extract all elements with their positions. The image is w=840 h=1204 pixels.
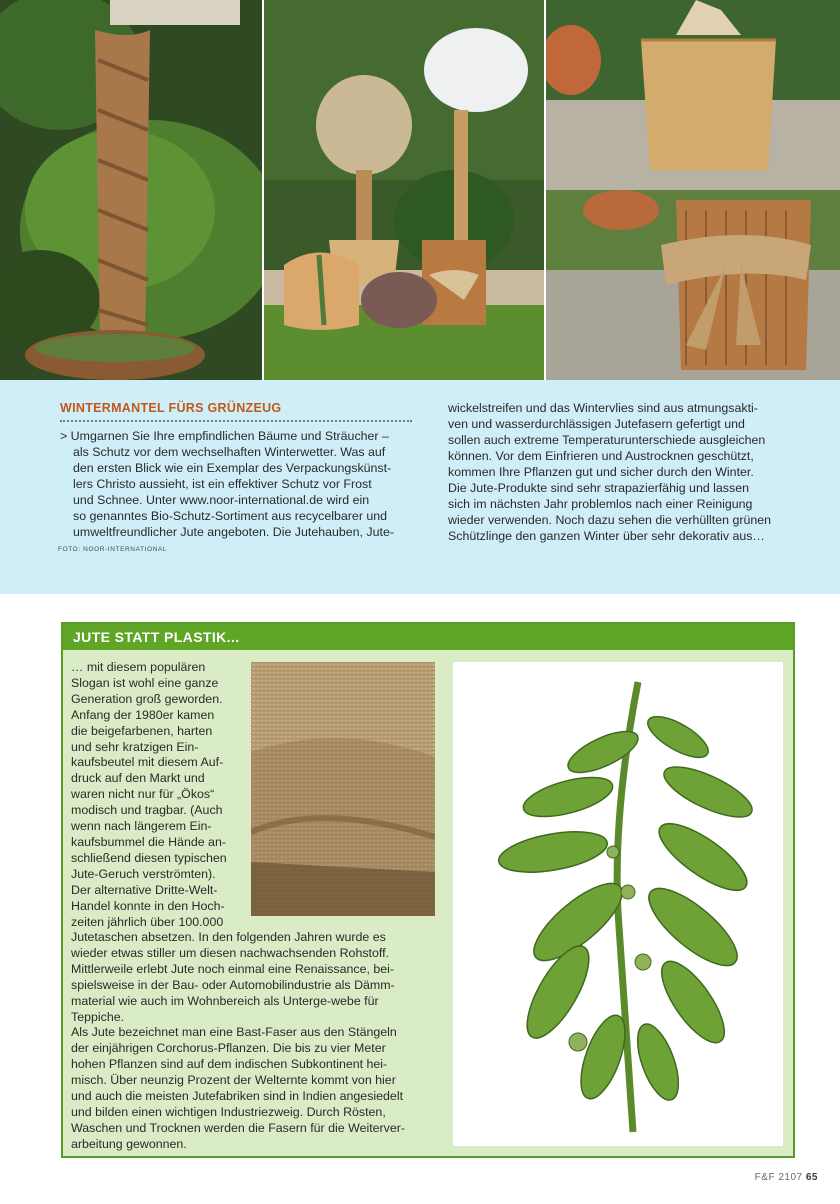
box-line: wieder etwas stiller um diesen nachwachsenden Rohstoff.	[71, 945, 389, 960]
box-line: Slogan ist wohl eine ganze	[71, 675, 219, 690]
box-line: kaufsbeutel mit diesem Auf-	[71, 755, 224, 770]
box-line: modisch und tragbar. (Auch	[71, 803, 223, 818]
box-line: spielsweise in der Bau- oder Automobilindustrie als Dämm-	[71, 977, 395, 992]
photo-jute-hoods	[264, 0, 544, 380]
info-band	[0, 380, 840, 594]
jute-plant-illustration	[453, 662, 783, 1146]
info-column-left	[60, 400, 420, 540]
info-line: wieder verwenden. Noch dazu sehen die verhüllten grünen	[448, 513, 772, 527]
box-line: Handel konnte in den Hoch-	[71, 898, 225, 913]
info-column-right	[448, 400, 808, 544]
box-line: Der alternative Dritte-Welt-	[71, 882, 218, 897]
box-line: misch. Über neunzig Prozent der Welternte kommt von hier	[71, 1073, 396, 1088]
info-line: als Schutz vor dem wechselhaften Winterwetter. Was auf	[73, 445, 386, 459]
box-line: zeiten jährlich über 100.000	[71, 914, 224, 929]
box-line: die beigefarbenen, harten	[71, 723, 213, 738]
box-line: material wie auch im Wohnbereich als Unterge-webe für	[71, 993, 379, 1008]
box-line: Als Jute bezeichnet man eine Bast-Faser aus den Stängeln	[71, 1025, 397, 1040]
box-line: kaufsbummel die Hände an-	[71, 834, 226, 849]
info-line: können. Vor dem Einfrieren und Austrocknen geschützt,	[448, 449, 754, 463]
jute-info-box	[61, 622, 795, 1158]
box-line: … mit diesem populären	[71, 660, 206, 674]
info-line: ven und wasserdurchlässigen Jutefasern gefertigt und	[448, 417, 745, 431]
photo-reed-wraps	[546, 0, 840, 380]
info-line: lers Christo aussieht, ist ein effektiver Schutz vor Frost	[73, 477, 372, 491]
box-line: Mittlerweile erlebt Jute noch einmal eine Renaissance, bei-	[71, 961, 395, 976]
box-text-wide	[71, 930, 451, 1153]
box-line: druck auf den Markt und	[71, 771, 205, 786]
box-text-narrow	[71, 660, 251, 930]
box-line: waren nicht nur für „Ökos“	[71, 787, 215, 802]
issue-label: F&F 2107	[754, 1172, 803, 1183]
box-header	[63, 624, 793, 650]
box-line: wenn nach längerem Ein-	[71, 819, 212, 834]
info-line: so genanntes Bio-Schutz-Sortiment aus recycelbarer und	[73, 509, 388, 523]
info-line: den ersten Blick wie ein Exemplar des Verpackungskünst-	[73, 461, 392, 475]
box-line: arbeitung gewonnen.	[71, 1136, 187, 1151]
box-line: hohen Pflanzen sind auf dem indischen Subkontinent hei-	[71, 1057, 388, 1072]
info-line: Schützlinge den ganzen Winter über sehr dekorativ aus…	[448, 529, 765, 543]
box-line: Anfang der 1980er kamen	[71, 707, 215, 722]
info-line: sollen auch extreme Temperaturunterschiede ausgleichen	[448, 433, 766, 447]
jute-fabric-photo	[251, 662, 435, 916]
page-folio	[755, 1172, 818, 1183]
info-line: Die Jute-Produkte sind sehr strapazierfähig und lassen	[448, 481, 749, 495]
info-line: und Schnee. Unter www.noor-international.de wird ein	[73, 493, 370, 507]
box-line: Jute-Geruch verströmten).	[71, 866, 216, 881]
box-line: schließend diesen typischen	[71, 850, 227, 865]
dotted-divider	[60, 420, 412, 422]
info-line: wickelstreifen und das Wintervlies sind aus atmungsakti-	[448, 401, 758, 415]
info-line: umweltfreundlicher Jute angeboten. Die Jutehauben, Jute-	[73, 525, 394, 539]
box-line: und auch die meisten Jutefabriken sind in Indien angesiedelt	[71, 1089, 404, 1104]
info-headline: WINTERMANTEL FÜRS GRÜNZEUG	[60, 401, 282, 415]
box-line: Generation groß geworden.	[71, 691, 223, 706]
box-line: Waschen und Trocknen werden die Fasern für die Weiterver-	[71, 1120, 406, 1135]
box-line: der einjährigen Corchorus-Pflanzen. Die bis zu vier Meter	[71, 1041, 386, 1056]
box-line: Jutetaschen absetzen. In den folgenden Jahren wurde es	[71, 930, 386, 944]
box-title: JUTE STATT PLASTIK...	[73, 629, 240, 645]
box-line: Teppiche.	[71, 1009, 125, 1024]
box-line: und bilden einen wichtigen Industriezweig. Durch Rösten,	[71, 1104, 386, 1119]
photo-wrapped-trunk	[0, 0, 262, 380]
info-line: sich im nächsten Jahr problemlos nach einer Reinigung	[448, 497, 753, 511]
box-line: und sehr kratzigen Ein-	[71, 739, 199, 754]
info-line: > Umgarnen Sie Ihre empfindlichen Bäume und Sträucher –	[60, 429, 389, 443]
photo-strip	[0, 0, 840, 380]
info-line: kommen Ihre Pflanzen gut und sicher durch den Winter.	[448, 465, 754, 479]
photo-credit: FOTO: NOOR-INTERNATIONAL	[58, 546, 168, 553]
page-number: 65	[805, 1172, 818, 1183]
